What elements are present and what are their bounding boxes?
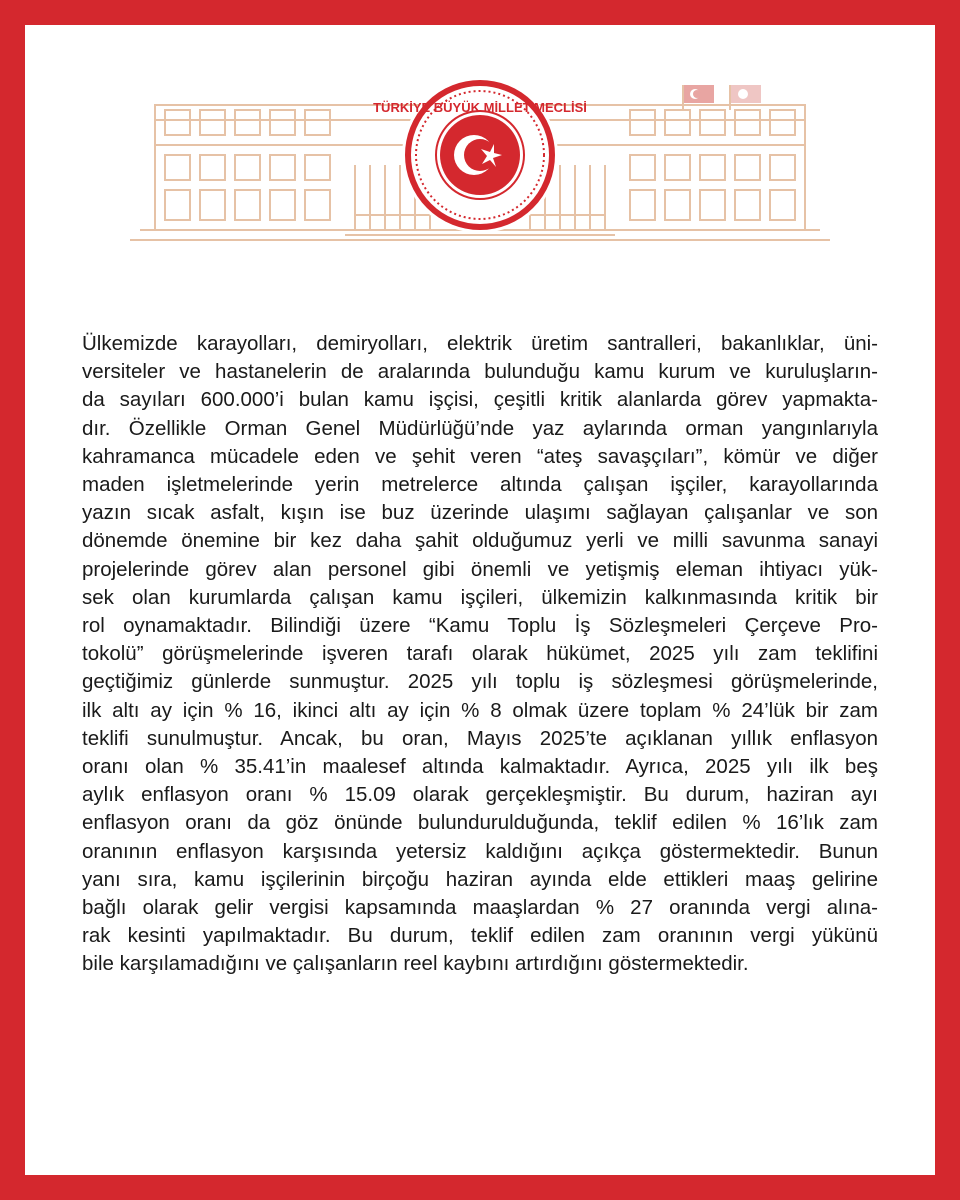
body-line: ilk altı ay için % 16, ikinci altı ay için % 8 olmak üzere toplam % 24’lük bir zam xyxy=(82,698,878,722)
body-line: sek olan kurumlarda çalışan kamu işçileri, ülkemizin kalkınmasında kritik bir xyxy=(82,585,878,609)
body-line: oranı olan % 35.41’in maalesef altında kalmaktadır. Ayrıca, 2025 yılı ilk beş xyxy=(82,755,878,779)
letterhead xyxy=(125,65,835,295)
body-line: yanı sıra, kamu işçilerinin birçoğu haziran ayında elde ettikleri maaş gelirine xyxy=(82,867,878,891)
body-line: versiteler ve hastanelerin de aralarında bulunduğu kamu kurum ve kuruluşların- xyxy=(82,360,878,384)
body-line: oranının enflasyon karşısında yetersiz kaldığını açıkça göstermektedir. Bunun xyxy=(82,839,878,863)
body-line: geçtiğimiz günlerde sunmuştur. 2025 yılı toplu iş sözleşmesi görüşmelerinde, xyxy=(82,670,878,694)
body-line: dönemde önemine bir kez daha şahit olduğumuz yerli ve milli savunma sanayi xyxy=(82,529,878,553)
body-line: enflasyon oranı da göz önünde bulundurulduğunda, teklif edilen % 16’lık zam xyxy=(82,811,878,835)
body-line: teklifi sunulmuştur. Ancak, bu oran, Mayıs 2025’te açıklanan yıllık enflasyon xyxy=(82,726,878,750)
statement-body xyxy=(82,330,878,979)
body-line: kahramanca mücadele eden ve şehit veren “ateş savaşçıları”, kömür ve diğer xyxy=(82,444,878,468)
crescent-star-emblem xyxy=(373,77,587,233)
parliament-building-icon xyxy=(125,65,835,295)
body-line: dır. Özellikle Orman Genel Müdürlüğü’nde yaz aylarında orman yangınlarıyla xyxy=(82,416,878,440)
body-line: maden işletmelerinde yerin metrelerce altında çalışan işçiler, karayollarında xyxy=(82,473,878,497)
svg-text:TÜRKİYE BÜYÜK MİLLET MECLİSİ: TÜRKİYE BÜYÜK MİLLET MECLİSİ xyxy=(373,100,587,115)
flags-icon xyxy=(684,85,761,103)
body-line: projelerinde görev alan personel gibi önemli ve yetişmiş eleman ihtiyacı yük- xyxy=(82,557,878,581)
body-line: bağlı olarak gelir vergisi kapsamında maaşlardan % 27 oranında vergi alına- xyxy=(82,896,878,920)
body-line: aylık enflasyon oranı % 15.09 olarak gerçekleşmiştir. Bu durum, haziran ayı xyxy=(82,783,878,807)
body-line: rak kesinti yapılmaktadır. Bu durum, teklif edilen zam oranının vergi yükünü xyxy=(82,924,878,948)
body-line: tokolü” görüşmelerinde işveren tarafı olarak hükümet, 2025 yılı zam teklifini xyxy=(82,642,878,666)
body-line: rol oynamaktadır. Bilindiği üzere “Kamu Toplu İş Sözleşmeleri Çerçeve Pro- xyxy=(82,614,878,638)
body-line: da sayıları 600.000’i bulan kamu işçisi, çeşitli kritik alanlarda görev yapmakta- xyxy=(82,388,878,412)
body-line: Ülkemizde karayolları, demiryolları, elektrik üretim santralleri, bakanlıklar, üni- xyxy=(82,332,878,355)
body-line: yazın sıcak asfalt, kışın ise buz üzerinde ulaşımı sağlayan çalışanlar ve son xyxy=(82,501,878,525)
body-line: bile karşılamadığını ve çalışanların reel kaybını artırdığını göstermektedir. xyxy=(82,952,749,976)
